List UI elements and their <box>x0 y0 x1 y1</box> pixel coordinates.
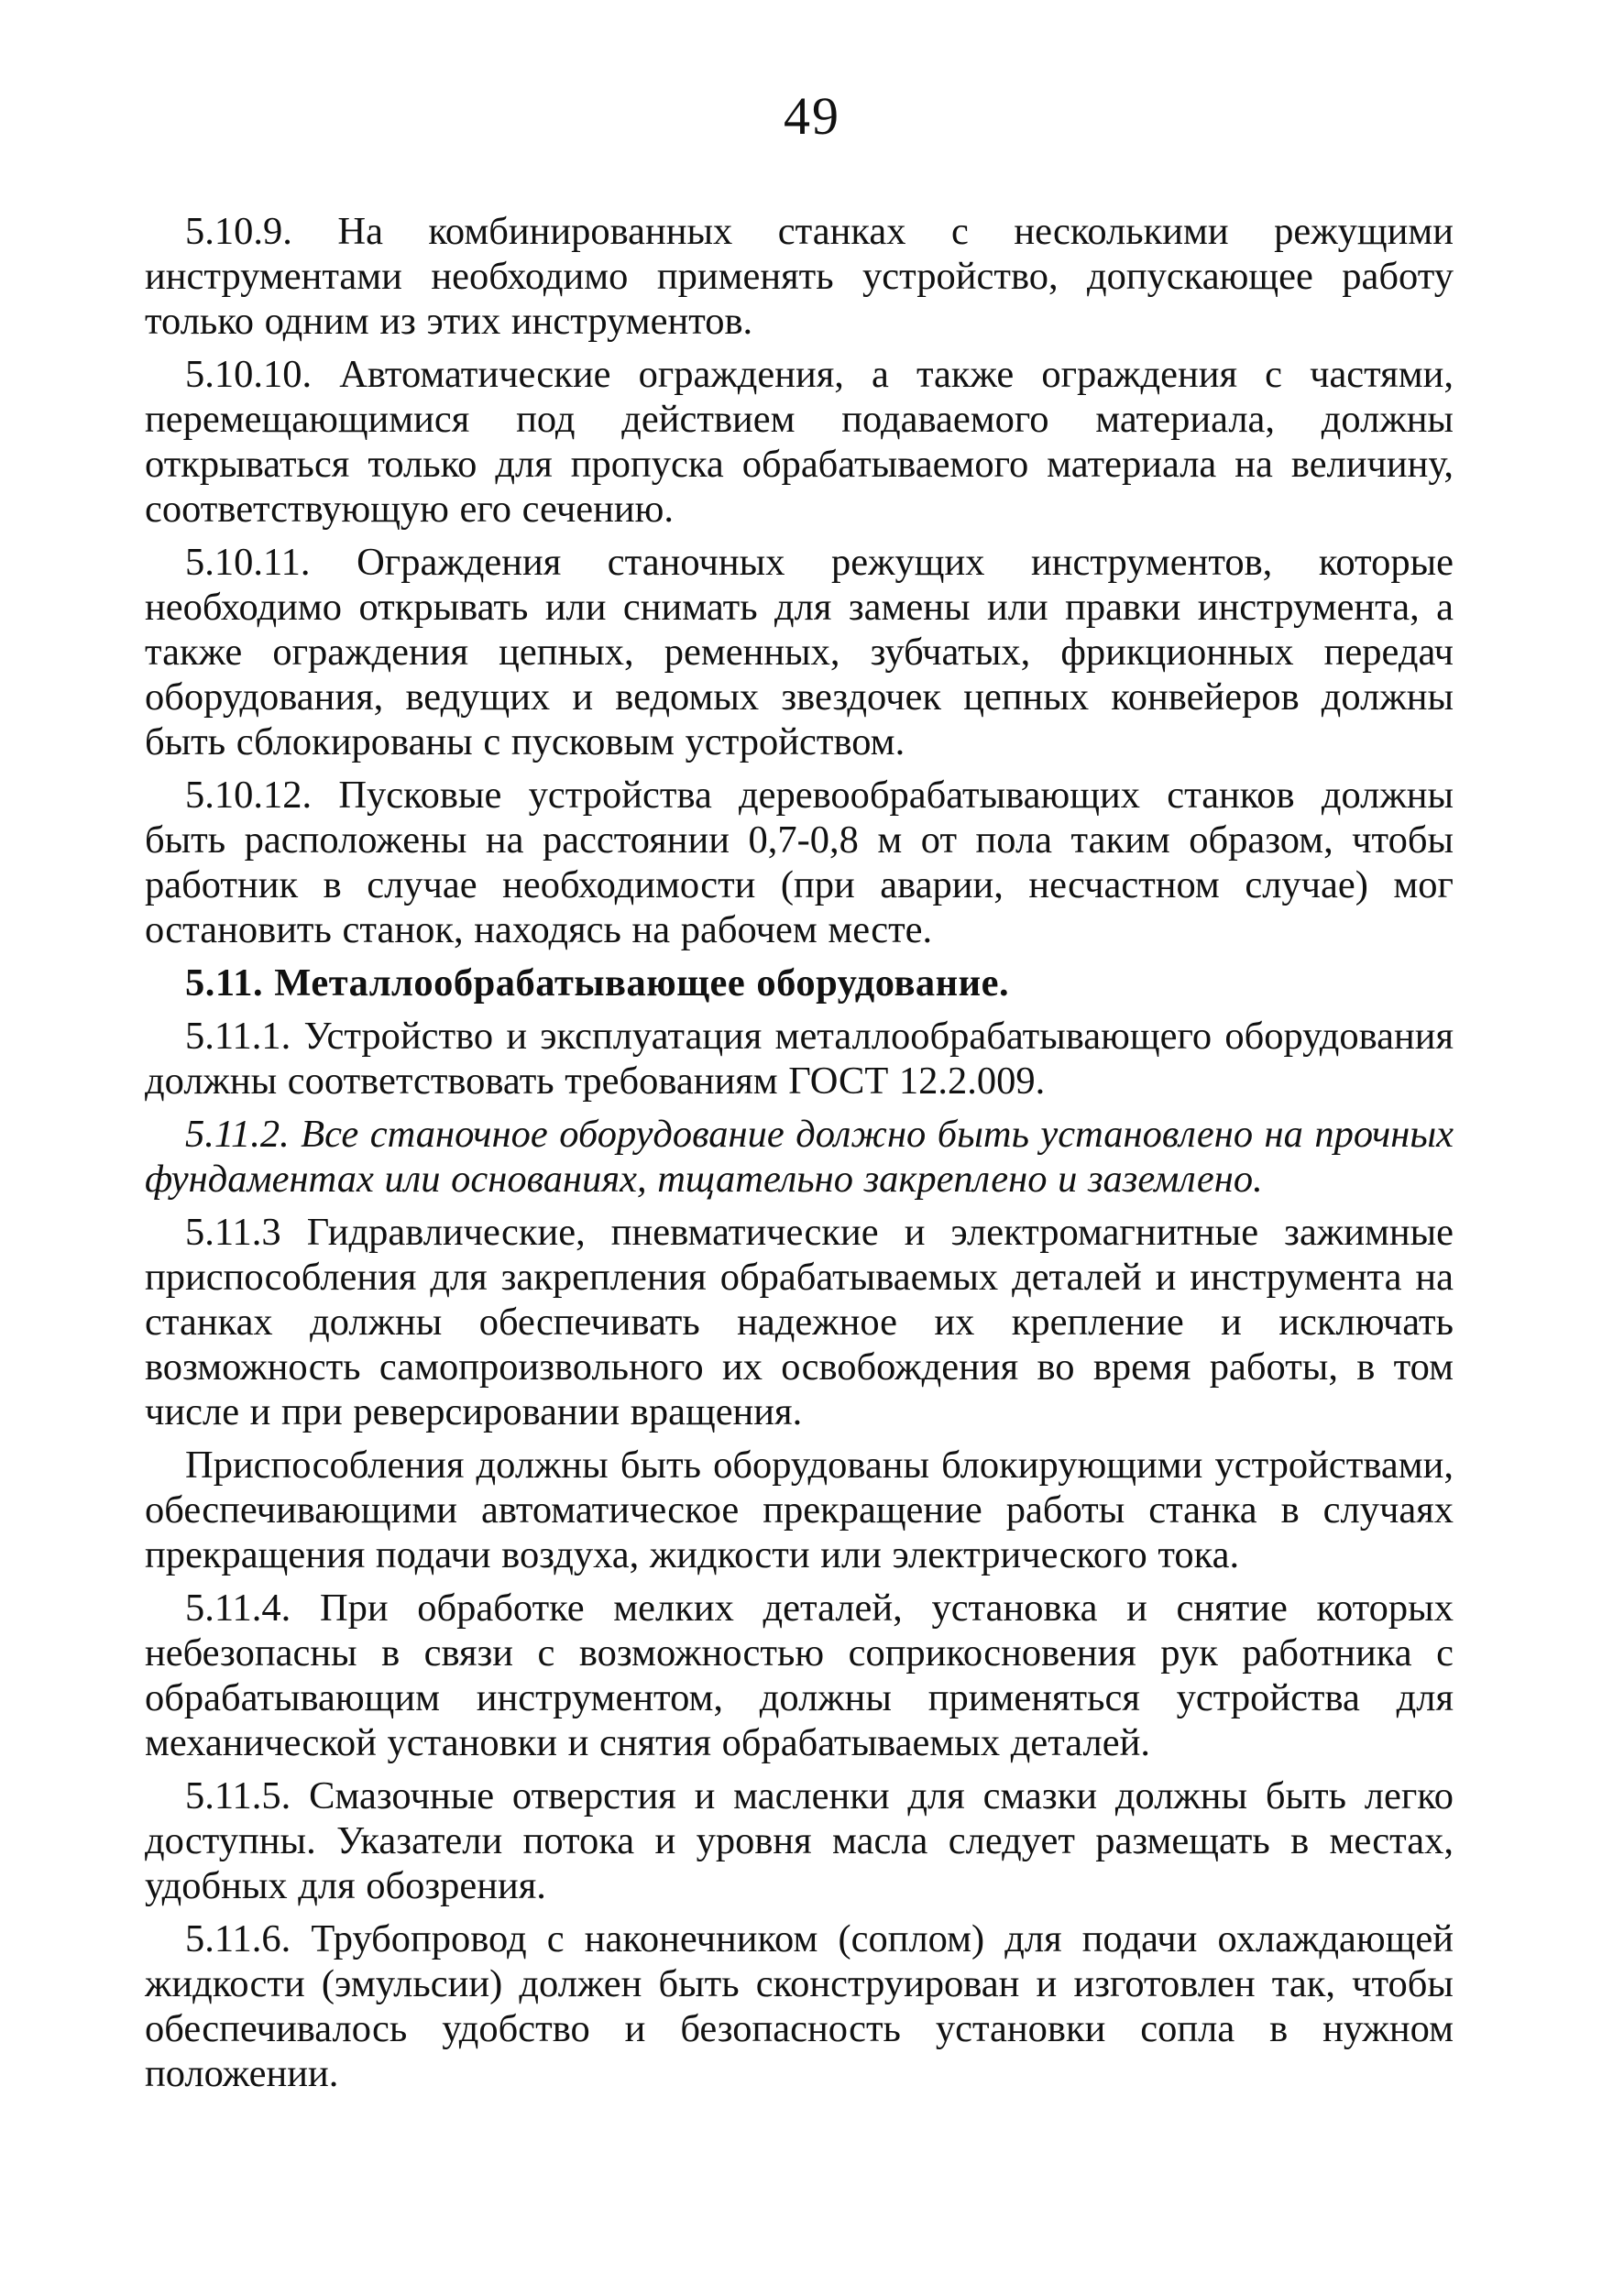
paragraph-5-11-3: 5.11.3 Гидравлические, пневматические и электромагнитные зажимные приспособления для закрепления обрабатываемых деталей и инструмента на станках должны обеспечивать надежное их крепление и исключать возможность самопроизвольного их освобождения во время работы, в том числе и при реверсировании вращения. <box>145 1211 1454 1433</box>
page-number: 49 <box>784 86 840 146</box>
paragraph-5-11-2: 5.11.2. Все станочное оборудование должно быть установлено на прочных фундаментах или основаниях, тщательно закреплено и заземлено. <box>145 1113 1454 1201</box>
section-heading-5-11: 5.11. Металлообрабатывающее оборудование. <box>185 961 1010 1005</box>
paragraph-5-10-12: 5.10.12. Пусковые устройства деревообрабатывающих станков должны быть расположены на расстоянии 0,7-0,8 м от пола таким образом, чтобы работник в случае необходимости (при аварии, несчастном случае) мог остановить станок, находясь на рабочем месте. <box>145 774 1454 951</box>
paragraph-5-10-9: 5.10.9. На комбинированных станках с несколькими режущими инструментами необходимо применять устройство, допускающее работу только одним из этих инструментов. <box>145 210 1454 343</box>
paragraph-5-10-11: 5.10.11. Ограждения станочных режущих инструментов, которые необходимо открывать или снимать для замены или правки инструмента, а также ограждения цепных, ременных, зубчатых, фрикционных передач оборудования, ведущих и ведомых звездочек цепных конвейеров должны быть сблокированы с пусковым устройством. <box>145 541 1454 763</box>
paragraph-5-11-4: 5.11.4. При обработке мелких деталей, установка и снятие которых небезопасны в связи с возможностью соприкосновения рук работника с обрабатывающим инструментом, должны применяться устройства для механической установки и снятия обрабатываемых деталей. <box>145 1587 1454 1764</box>
paragraph-devices-blocking: Приспособления должны быть оборудованы блокирующими устройствами, обеспечивающими автоматическое прекращение работы станка в случаях прекращения подачи воздуха, жидкости или электрического тока. <box>145 1444 1454 1576</box>
paragraph-5-11-6: 5.11.6. Трубопровод с наконечником (соплом) для подачи охлаждающей жидкости (эмульсии) должен быть сконструирован и изготовлен так, чтобы обеспечивалось удобство и безопасность установки сопла в нужном положении. <box>145 1917 1454 2095</box>
paragraph-5-11-5: 5.11.5. Смазочные отверстия и масленки для смазки должны быть легко доступны. Указатели потока и уровня масла следует размещать в местах, удобных для обозрения. <box>145 1774 1454 1907</box>
document-body <box>145 209 1454 2104</box>
paragraph-5-11-1: 5.11.1. Устройство и эксплуатация металлообрабатывающего оборудования должны соответствовать требованиям ГОСТ 12.2.009. <box>145 1015 1454 1103</box>
paragraph-5-10-10: 5.10.10. Автоматические ограждения, а также ограждения с частями, перемещающимися под действием подаваемого материала, должны открываться только для пропуска обрабатываемого материала на величину, соответствующую его сечению. <box>145 353 1454 531</box>
